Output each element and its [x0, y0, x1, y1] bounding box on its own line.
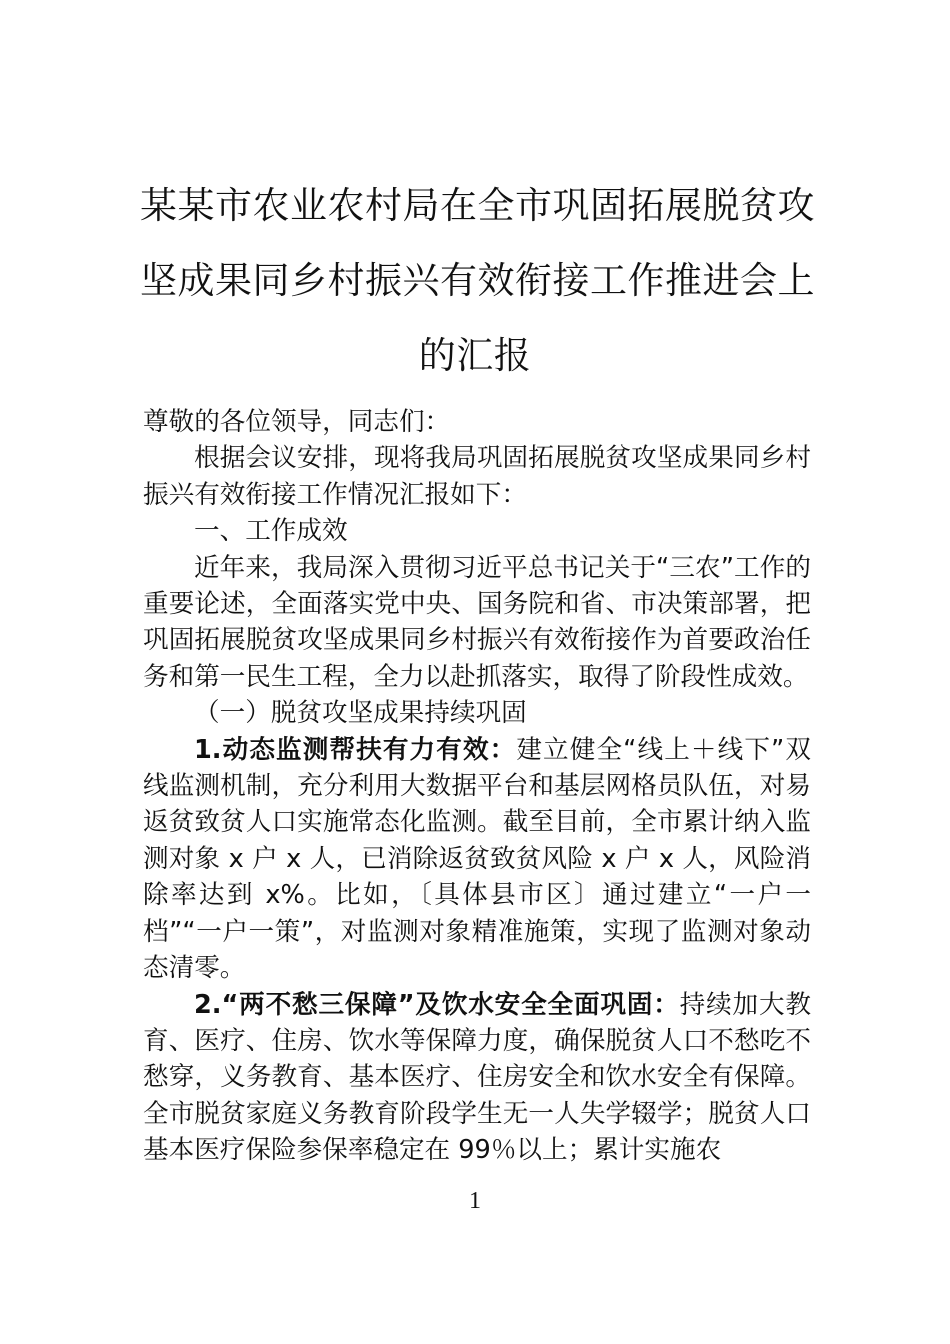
title-line-1: 某某市农业农村局在全市巩固拓展脱贫攻 — [140, 184, 815, 227]
item-1-lead: 1.动态监测帮扶有力有效： — [194, 734, 517, 765]
item-2-text: 持续加大教育、医疗、住房、饮水等保障力度，确保脱贫人口不愁吃不愁穿，义务教育、基本医疗、住房安全和饮水安全有保障。全市脱贫家庭义务教育阶段学生无一人失学辍学；脱贫人口基本医疗保险参保率稳定在 99％以上；累计实施农 — [143, 989, 811, 1166]
title-line-2: 坚成果同乡村振兴有效衔接工作推进会上 — [140, 259, 815, 302]
intro-paragraph: 根据会议安排，现将我局巩固拓展脱贫攻坚成果同乡村振兴有效衔接工作情况汇报如下： — [143, 443, 811, 510]
salutation: 尊敬的各位领导，同志们： — [143, 407, 451, 437]
item-2-lead: 2.“两不愁三保障”及饮水安全全面巩固： — [194, 989, 680, 1020]
title-line-3: 的汇报 — [418, 334, 532, 377]
section-heading: 一、工作成效 — [194, 516, 348, 547]
document-body — [143, 404, 811, 1169]
page-number: 1 — [469, 1188, 481, 1214]
section-paragraph: 近年来，我局深入贯彻习近平总书记关于“三农”工作的重要论述，全面落实党中央、国务院和省、市决策部署，把巩固拓展脱贫攻坚成果同乡村振兴有效衔接作为首要政治任务和第一民生工程，全力以赴抓落实，取得了阶段性成效。 — [143, 552, 811, 692]
document-title — [140, 168, 815, 393]
item-2-paragraph — [143, 987, 811, 1169]
item-1-text: 建立健全“线上＋线下”双线监测机制，充分利用大数据平台和基层网格员队伍，对易返贫致贫人口实施常态化监测。截至目前，全市累计纳入监测对象 x 户 x 人，已消除返贫致贫风险 x 户 x 人，风险消除率达到 x%。比如，〔具体县市区〕通过建立“一户一档”“一户一策”，对监测对象精准施策，实现了监测对象动态清零。 — [143, 734, 811, 984]
item-1-paragraph — [143, 732, 811, 987]
subsection-heading: （一）脱贫攻坚成果持续巩固 — [194, 698, 527, 729]
